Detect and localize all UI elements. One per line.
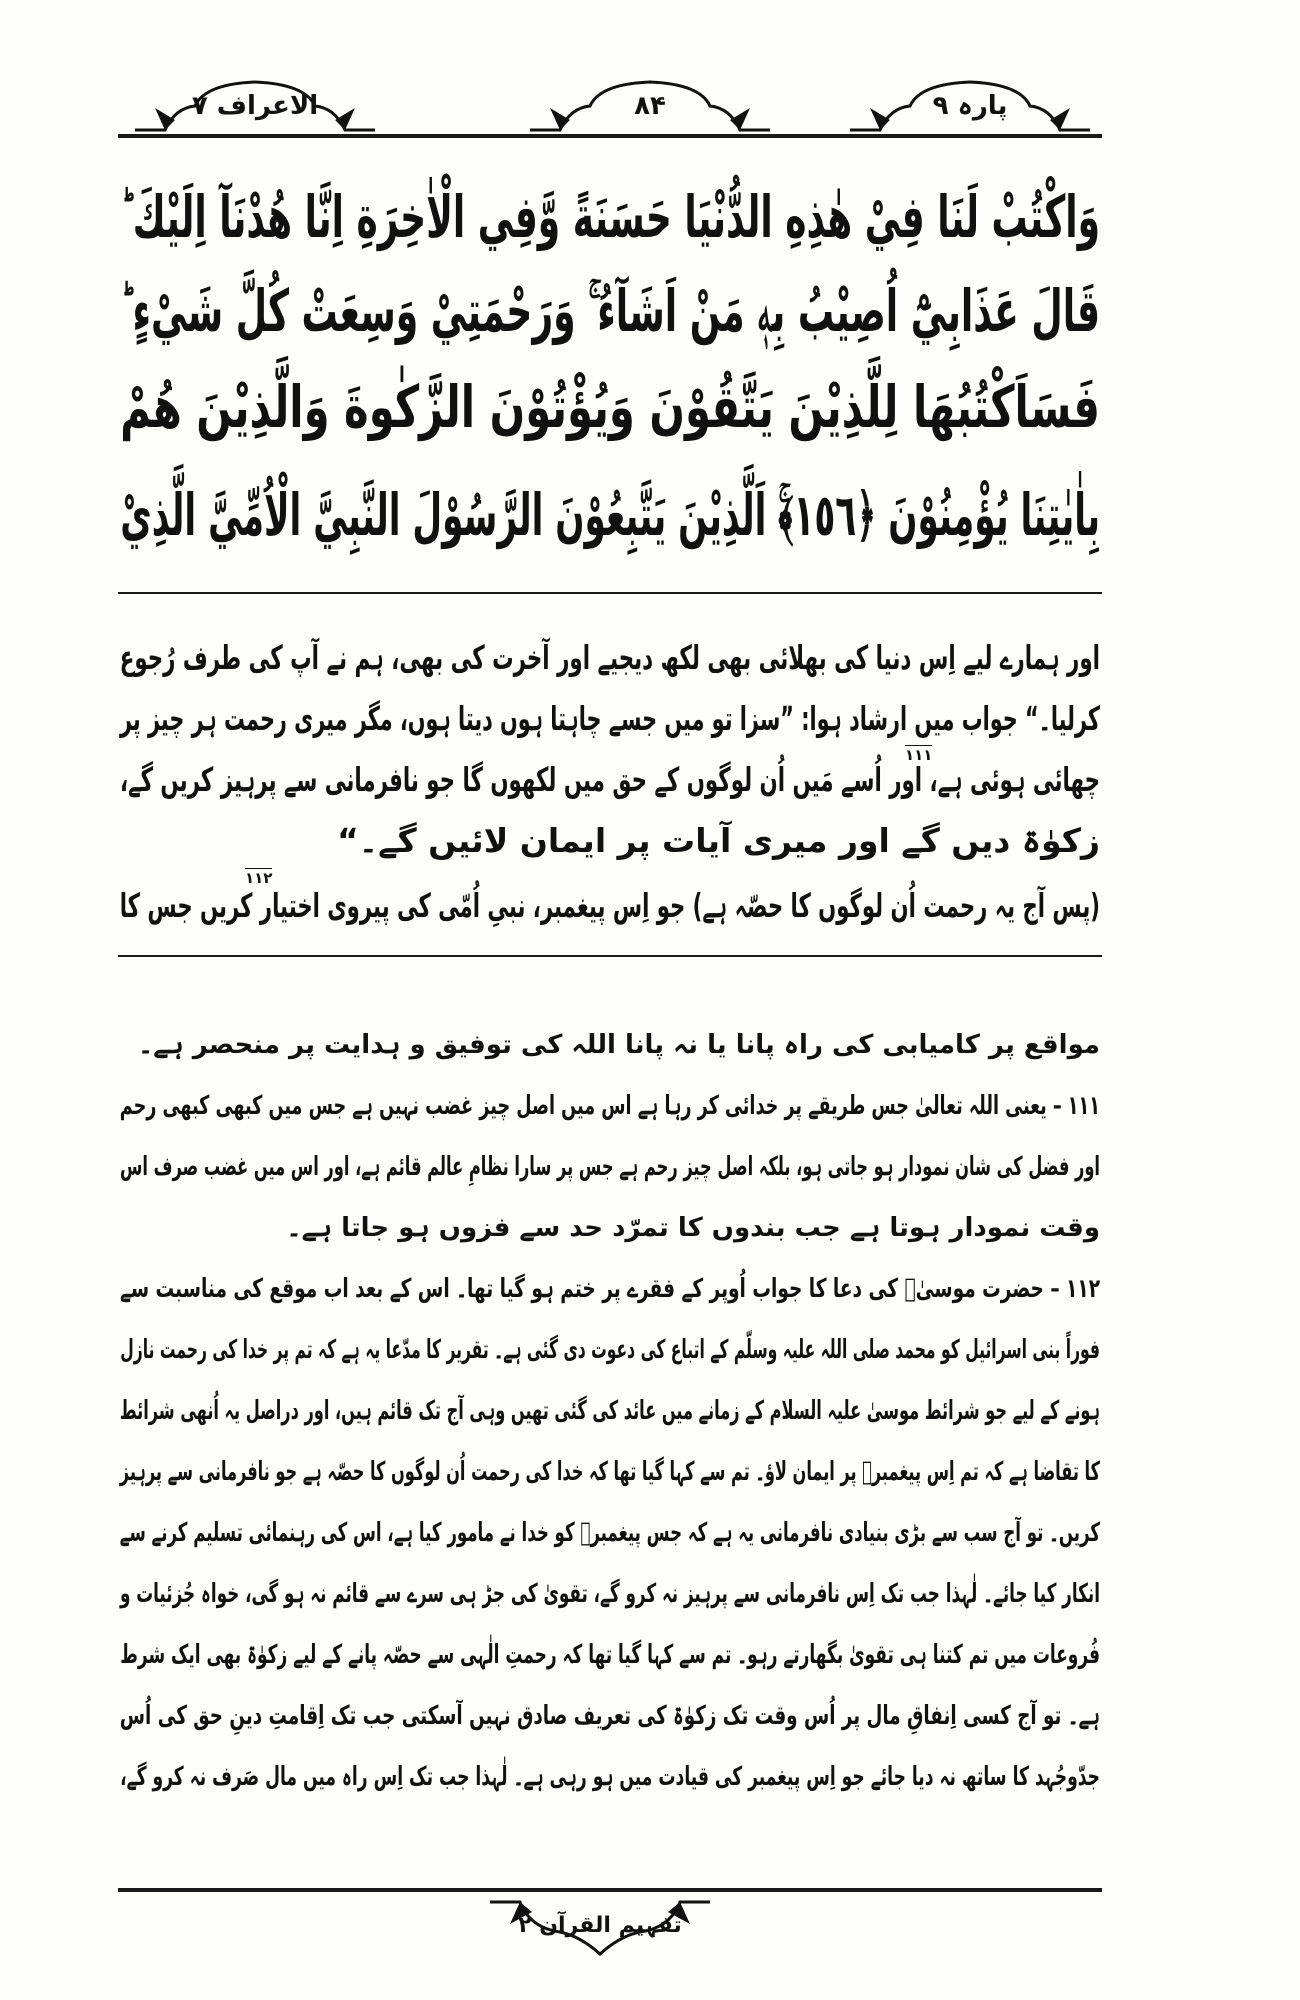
footnote-ref-111[interactable]: ۱۱۱	[905, 746, 933, 764]
footnote-ref-112[interactable]: ۱۱۲	[245, 869, 273, 887]
translation-line: کرلیا۔“ جواب میں ارشاد ہوا: ”سزا تو میں جسے چاہتا ہوں دیتا ہوں، مگر میری رحمت ہر چیز پر	[119, 699, 1100, 738]
commentary-line: جدّوجُہد کا ساتھ نہ دیا جائے جو اِس پیغمبر کی قیادت میں ہو رہی ہے۔ لٰہذا جب تک اِس راہ میں مال صَرف نہ کرو گے،	[120, 1762, 1101, 1792]
commentary-line: فوراً بنی اسرائیل کو محمد صلی اللہ علیہ وسلّم کے اتباع کی دعوت دی گئی ہے۔ تقریر کا مدّعا یہ ہے کہ تم پر خدا کی رحمت نازل	[120, 1335, 1100, 1365]
commentary-line: ہونے کے لیے جو شرائط موسیٰ علیہ السلام کے زمانے میں عائد کی گئی تھیں وہی آج تک قائم ہیں، اور دراصل یہ اُنھی شرائط	[119, 1396, 1100, 1426]
arabic-verse-line: فَسَاَكْتُبُهَا لِلَّذِيْنَ يَتَّقُوْنَ وَيُؤْتُوْنَ الزَّكٰوةَ وَالَّذِيْنَ هُمْ	[120, 373, 1100, 441]
header-para: پارہ ۹	[840, 78, 1100, 134]
footer-rule	[118, 1888, 1102, 1892]
arabic-verse-line: بِاٰيٰتِنَا يُؤْمِنُوْنَ ﴿١٥٦﴾ۚ اَلَّذِيْنَ يَتَّبِعُوْنَ الرَّسُوْلَ النَّبِيَّ الْاُمِّيَّ الَّذِيْ	[120, 481, 1100, 549]
commentary-line: ۱۱۱ – یعنی اللہ تعالیٰ جس طریقے پر خدائی کر رہا ہے اس میں اصل چیز غضب نہیں ہے جس میں کبھی کبھی رحم	[119, 1091, 1100, 1121]
translation-divider	[118, 955, 1102, 957]
translation-line: اور ہمارے لیے اِس دنیا کی بھلائی بھی لکھ دیجیے اور آخرت کی بھی، ہم نے آپ کی طرف رُجوع	[119, 638, 1101, 677]
verse-divider	[118, 592, 1102, 594]
header-surah: الاعراف ۷	[125, 78, 385, 134]
commentary-line: انکار کیا جائے۔ لٰہذا جب تک اِس نافرمانی سے پرہیز نہ کرو گے، تقویٰ کی جڑ ہی سرے سے قائم نہ ہو گی، خواہ جُزئیات و	[119, 1579, 1100, 1609]
commentary-line: ۱۱۲ – حضرت موسیٰؑ کی دعا کا جواب اُوپر کے فقرے پر ختم ہو گیا تھا۔ اس کے بعد اب موقع کی مناسبت سے	[120, 1274, 1100, 1304]
translation-line: زکوٰۃ دیں گے اور میری آیات پر ایمان لائیں گے۔“	[337, 821, 1100, 860]
translation-line: (پس آج یہ رحمت اُن لوگوں کا حصّہ ہے) جو اِس پیغمبر، نبیِ اُمّی کی پیروی اختیار کریں جس کا	[119, 886, 1100, 925]
commentary-line: ہے۔ تو آج کسی اِنفاقِ مال پر اُس وقت تک زکوٰۃ کی تعریف صادق نہیں آسکتی جب تک اِقامتِ دینِ حق کی اُس	[119, 1701, 1101, 1731]
commentary-line: اور فضل کی شان نمودار ہو جاتی ہو، بلکہ اصل چیز رحم ہے جس پر سارا نظامِ عالم قائم ہے، اور اس میں غضب صرف اس	[119, 1152, 1101, 1182]
translation-line: چھائی ہوئی ہے، اور اُسے مَیں اُن لوگوں کے حق میں لکھوں گا جو نافرمانی سے پرہیز کریں گے،	[119, 760, 1100, 799]
commentary-line: کا تقاضا ہے کہ تم اِس پیغمبرؐ پر ایمان لاؤ۔ تم سے کہا گیا تھا کہ خدا کی رحمت اُن لوگوں کا حصّہ ہے جو نافرمانی سے پرہیز	[119, 1457, 1100, 1487]
footer-book-title: تفہیم القرآن ۲	[470, 1898, 730, 1958]
header-page-number: ۸۴	[520, 78, 780, 134]
commentary-line: کریں۔ تو آج سب سے بڑی بنیادی نافرمانی یہ ہے کہ جس پیغمبرؐ کو خدا نے مامور کیا ہے، اس کی رہنمائی تسلیم کرنے سے	[119, 1518, 1100, 1548]
arabic-verse-line: قَالَ عَذَابِيْٓ اُصِيْبُ بِهٖ مَنْ اَشَآءُ ۚ وَرَحْمَتِيْ وَسِعَتْ كُلَّ شَيْءٍ ؕ	[119, 277, 1101, 345]
header-rule	[118, 134, 1102, 138]
commentary-line: وقت نمودار ہوتا ہے جب بندوں کا تمرّد حد سے فزوں ہو جاتا ہے۔	[286, 1213, 1100, 1243]
arabic-verse-line: وَاكْتُبْ لَنَا فِيْ هٰذِهِ الدُّنْيَا حَسَنَةً وَّفِي الْاٰخِرَةِ اِنَّا هُدْنَآ اِلَيْكَ ؕ	[120, 183, 1100, 251]
commentary-line: فُروعات میں تم کتنا ہی تقویٰ بگھارتے رہو۔ تم سے کہا گیا تھا کہ رحمتِ الٰہی سے حصّہ پانے کے لیے زکوٰۃ بھی ایک شرط	[120, 1640, 1101, 1670]
commentary-line: مواقع پر کامیابی کی راہ پانا یا نہ پانا اللہ کی توفیق و ہدایت پر منحصر ہے۔	[137, 1030, 1100, 1060]
